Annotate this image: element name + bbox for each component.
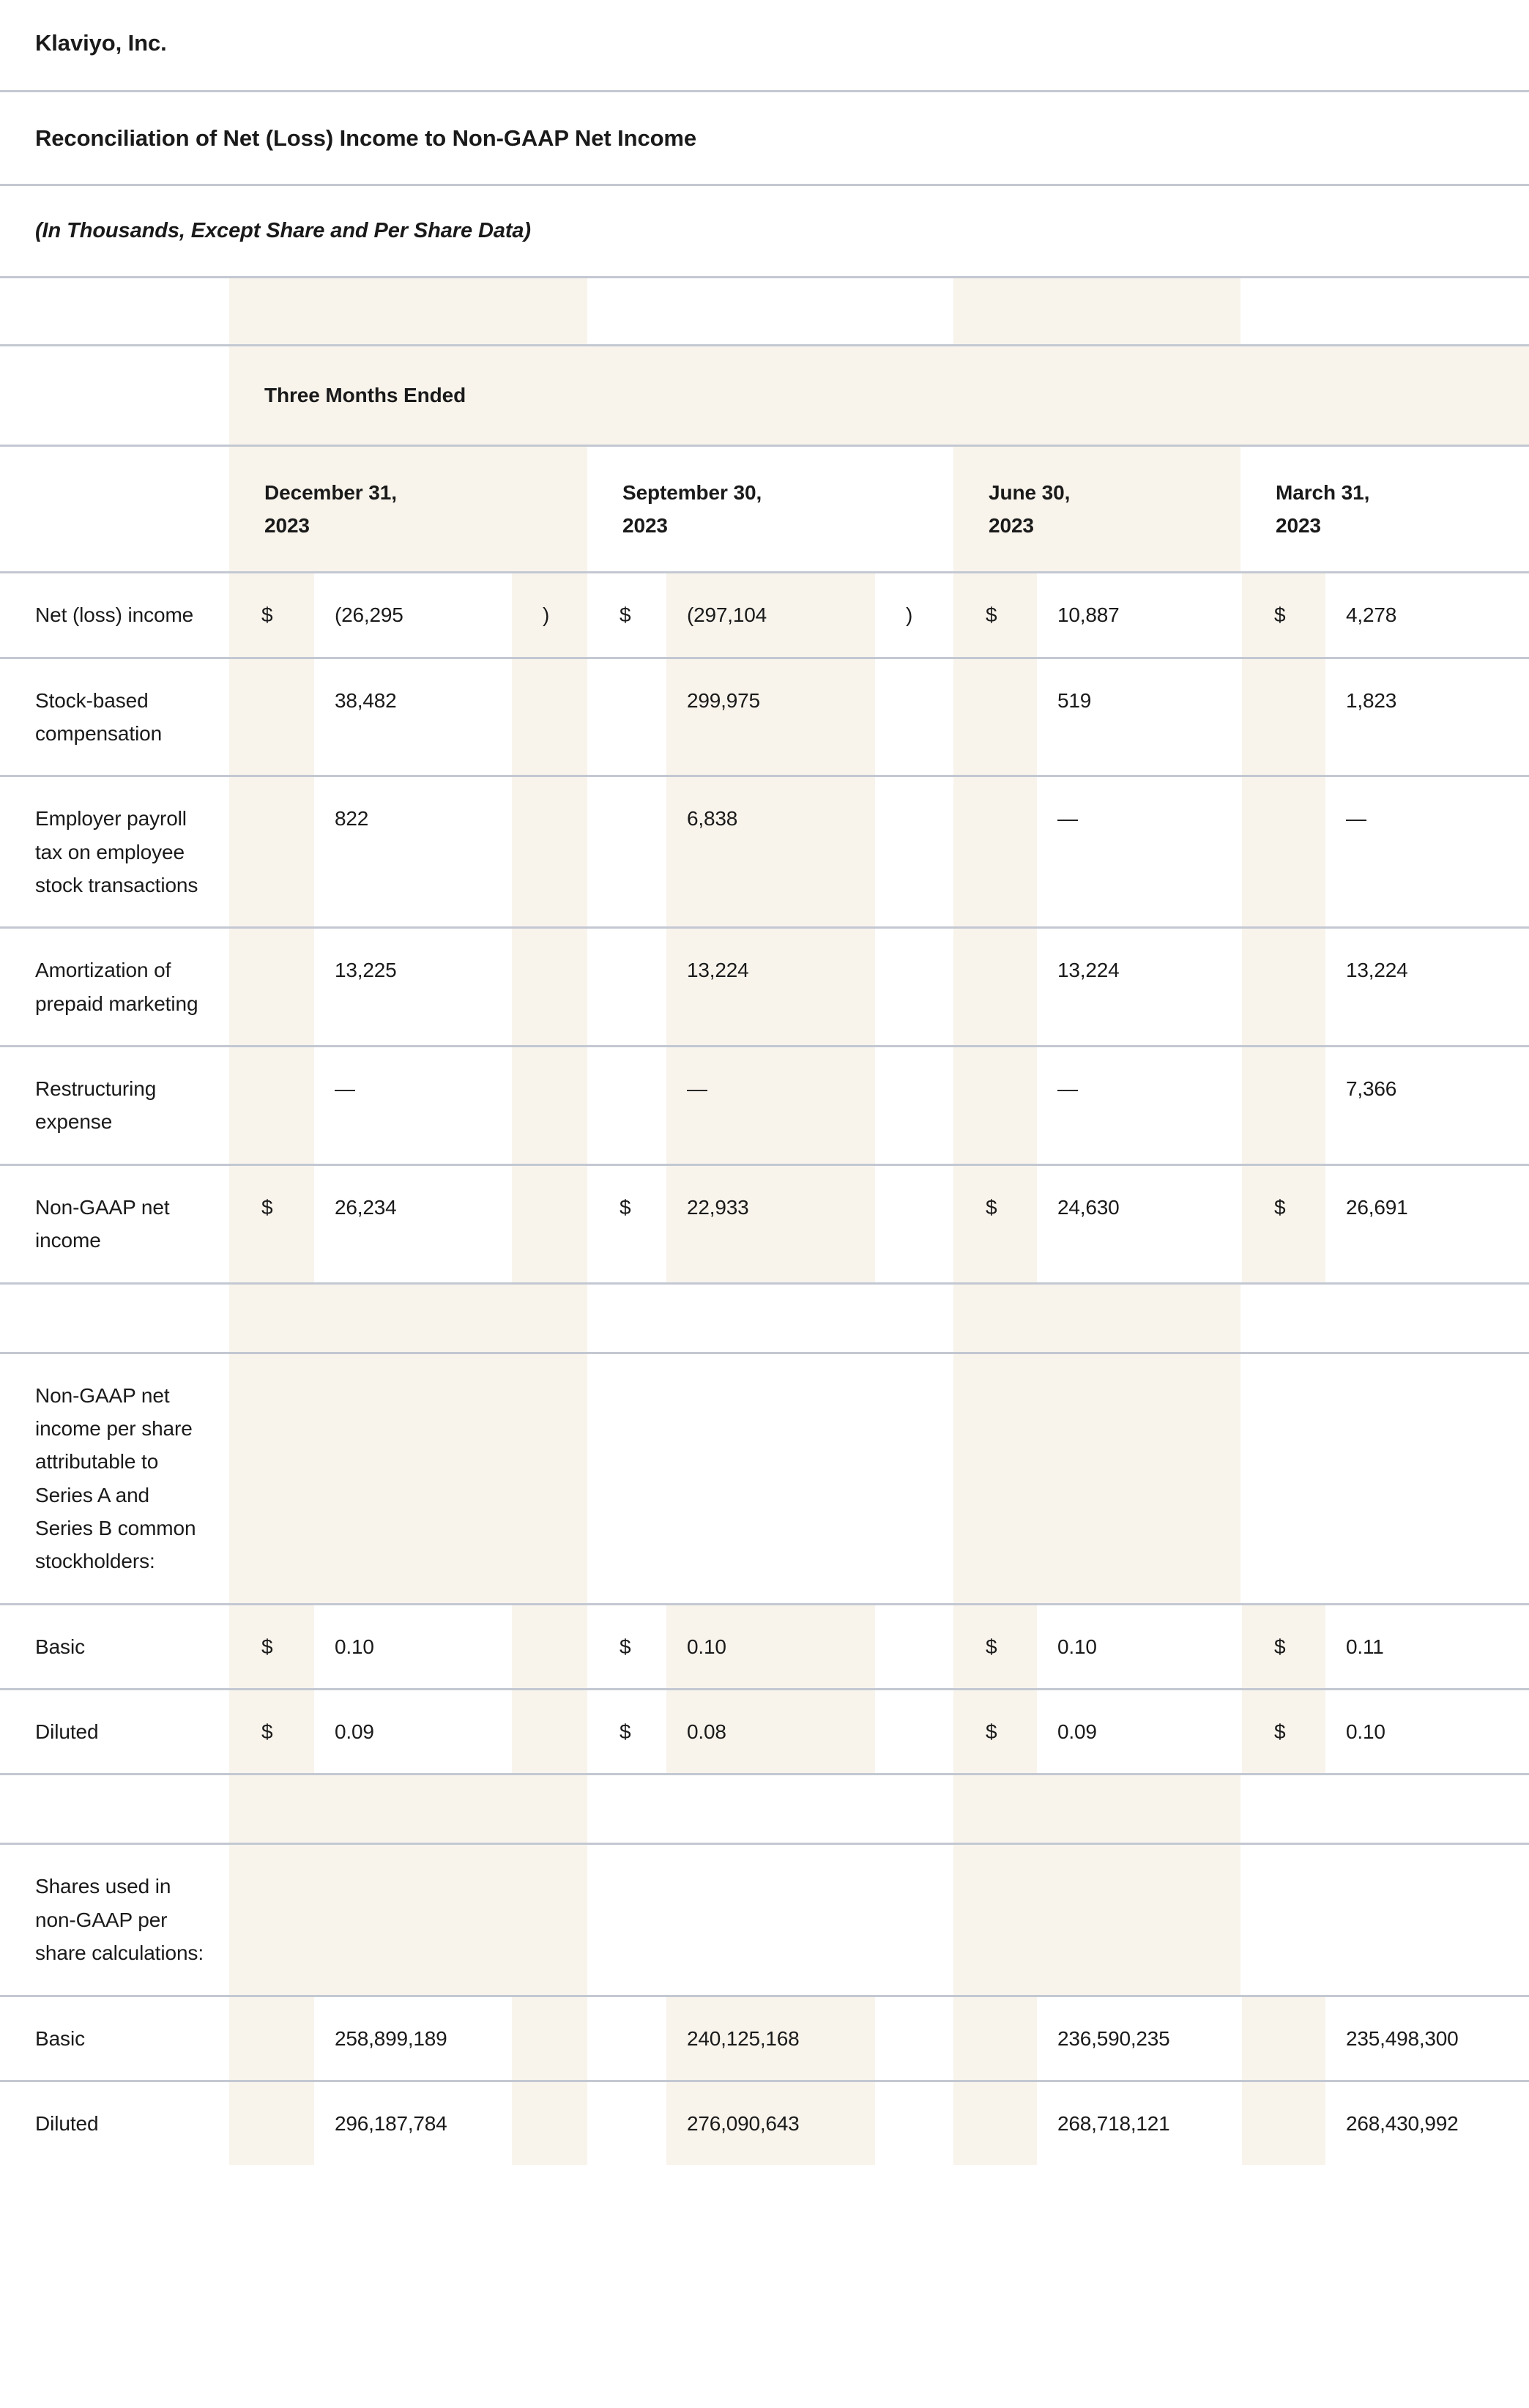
table-row (0, 777, 1529, 929)
currency-symbol: $ (229, 573, 314, 656)
value-q2: 268,718,121 (1037, 2082, 1242, 2165)
column-header-label-spacer (0, 447, 229, 572)
value-q4: 0.10 (314, 1605, 512, 1688)
row-label: Net (loss) income (0, 573, 229, 656)
table-row (0, 1997, 1529, 2082)
currency-symbol (1242, 929, 1325, 1045)
paren-q3 (875, 1166, 953, 1282)
value-q3: — (666, 1047, 875, 1164)
value-q3: (297,104 (666, 573, 875, 656)
currency-symbol (587, 777, 666, 926)
value-q4: 26,234 (314, 1166, 512, 1282)
currency-symbol: $ (229, 1605, 314, 1688)
spacer-cell-q2 (953, 1775, 1240, 1843)
paren-q4 (512, 929, 587, 1045)
company-name: Klaviyo, Inc. (35, 30, 167, 56)
spacer-cell-q1 (1240, 1285, 1529, 1352)
paren-q3 (875, 659, 953, 776)
units-note-row (0, 186, 1529, 278)
row-label: Diluted (0, 2082, 229, 2165)
spacer-cell-q2 (953, 278, 1240, 344)
currency-symbol (953, 659, 1037, 776)
column-header-q4 (229, 447, 587, 572)
value-q2: 13,224 (1037, 929, 1242, 1045)
value-q2: 0.09 (1037, 1690, 1242, 1773)
paren-q4 (512, 777, 587, 926)
section-spacer-row (0, 1775, 1529, 1845)
period-group-header: Three Months Ended (229, 346, 1529, 444)
section-cell-q4 (229, 1354, 587, 1603)
currency-symbol: $ (587, 1166, 666, 1282)
paren-q4 (512, 659, 587, 776)
spacer-cell-q3 (587, 278, 953, 344)
spacer-cell-q4 (229, 1285, 587, 1352)
currency-symbol (1242, 1047, 1325, 1164)
value-q3: 22,933 (666, 1166, 875, 1282)
currency-symbol (229, 1047, 314, 1164)
spacer-cell-q4 (229, 1775, 587, 1843)
currency-symbol: $ (1242, 573, 1325, 656)
currency-symbol (229, 1997, 314, 2080)
column-header-q2 (953, 447, 1240, 572)
table-row (0, 1690, 1529, 1775)
column-header-q3-month: September 30, (622, 480, 762, 504)
column-header-q1-year: 2023 (1276, 513, 1321, 537)
section-cell-q1 (1240, 1354, 1529, 1603)
value-q3: 0.08 (666, 1690, 875, 1773)
value-q4: — (314, 1047, 512, 1164)
row-label: Restructuring expense (0, 1047, 229, 1164)
section-cell-q1 (1240, 1845, 1529, 1994)
currency-symbol (1242, 1997, 1325, 2080)
currency-symbol (1242, 2082, 1325, 2165)
currency-symbol (1242, 777, 1325, 926)
paren-q3 (875, 1047, 953, 1164)
value-q4: 13,225 (314, 929, 512, 1045)
table-row (0, 659, 1529, 778)
section-cell-q2 (953, 1845, 1240, 1994)
spacer-cell-q1 (1240, 1775, 1529, 1843)
currency-symbol: $ (229, 1166, 314, 1282)
currency-symbol: $ (953, 1166, 1037, 1282)
column-header-q1-month: March 31, (1276, 480, 1370, 504)
value-q3: 240,125,168 (666, 1997, 875, 2080)
currency-symbol (587, 1047, 666, 1164)
column-header-q3-year: 2023 (622, 513, 668, 537)
column-header-q4-year: 2023 (264, 513, 310, 537)
value-q3: 299,975 (666, 659, 875, 776)
currency-symbol (953, 1047, 1037, 1164)
spacer-cell-label (0, 278, 229, 344)
value-q1: — (1325, 777, 1529, 926)
value-q1: 0.10 (1325, 1690, 1529, 1773)
spacer-cell-q3 (587, 1285, 953, 1352)
spacer-cell-label (0, 1285, 229, 1352)
row-label: Non-GAAP net income (0, 1166, 229, 1282)
value-q1: 0.11 (1325, 1605, 1529, 1688)
paren-q4: ) (512, 573, 587, 656)
currency-symbol: $ (953, 1690, 1037, 1773)
value-q4: 0.09 (314, 1690, 512, 1773)
value-q1: 1,823 (1325, 659, 1529, 776)
currency-symbol (953, 777, 1037, 926)
currency-symbol: $ (587, 573, 666, 656)
spacer-cell-q2 (953, 1285, 1240, 1352)
currency-symbol: $ (1242, 1166, 1325, 1282)
row-label: Basic (0, 1605, 229, 1688)
per-share-section-header-row (0, 1354, 1529, 1605)
value-q4: (26,295 (314, 573, 512, 656)
currency-symbol (587, 2082, 666, 2165)
paren-q4 (512, 1166, 587, 1282)
currency-symbol (229, 929, 314, 1045)
section-cell-q4 (229, 1845, 587, 1994)
value-q2: 10,887 (1037, 573, 1242, 656)
column-header-q3 (587, 447, 953, 572)
shares-section-header-row (0, 1845, 1529, 1996)
units-note: (In Thousands, Except Share and Per Share Data) (35, 219, 531, 243)
value-q2: 0.10 (1037, 1605, 1242, 1688)
row-label: Basic (0, 1997, 229, 2080)
paren-q4 (512, 1997, 587, 2080)
paren-q3 (875, 2082, 953, 2165)
statement-title: Reconciliation of Net (Loss) Income to Non-GAAP Net Income (35, 125, 697, 152)
value-q4: 822 (314, 777, 512, 926)
period-group-header-row (0, 346, 1529, 446)
currency-symbol (587, 659, 666, 776)
table-row (0, 1605, 1529, 1690)
value-q3: 6,838 (666, 777, 875, 926)
company-name-row (0, 0, 1529, 92)
value-q1: 268,430,992 (1325, 2082, 1529, 2165)
column-header-q2-year: 2023 (989, 513, 1034, 537)
header-spacer-row (0, 278, 1529, 346)
section-label: Non-GAAP net income per share attributable to Series A and Series B common stockholders: (0, 1354, 229, 1603)
value-q2: — (1037, 1047, 1242, 1164)
value-q3: 0.10 (666, 1605, 875, 1688)
paren-q4 (512, 2082, 587, 2165)
currency-symbol: $ (953, 1605, 1037, 1688)
row-label: Diluted (0, 1690, 229, 1773)
table-row (0, 1047, 1529, 1166)
paren-q3: ) (875, 573, 953, 656)
section-cell-q3 (587, 1845, 953, 1994)
table-row (0, 929, 1529, 1047)
section-spacer-row (0, 1285, 1529, 1354)
value-q2: 519 (1037, 659, 1242, 776)
currency-symbol (229, 659, 314, 776)
value-q2: 236,590,235 (1037, 1997, 1242, 2080)
spacer-cell-q4 (229, 278, 587, 344)
section-label: Shares used in non-GAAP per share calculations: (0, 1845, 229, 1994)
value-q2: — (1037, 777, 1242, 926)
spacer-cell-label (0, 1775, 229, 1843)
currency-symbol (953, 1997, 1037, 2080)
paren-q3 (875, 777, 953, 926)
currency-symbol (587, 929, 666, 1045)
currency-symbol: $ (229, 1690, 314, 1773)
value-q1: 235,498,300 (1325, 1997, 1529, 2080)
row-label: Stock-based compensation (0, 659, 229, 776)
column-headers-row (0, 447, 1529, 574)
value-q1: 4,278 (1325, 573, 1529, 656)
currency-symbol: $ (953, 573, 1037, 656)
paren-q3 (875, 1605, 953, 1688)
value-q1: 7,366 (1325, 1047, 1529, 1164)
paren-q3 (875, 1997, 953, 2080)
paren-q4 (512, 1605, 587, 1688)
paren-q3 (875, 929, 953, 1045)
section-cell-q3 (587, 1354, 953, 1603)
column-header-q1 (1240, 447, 1529, 572)
statement-title-row (0, 92, 1529, 186)
column-header-q4-month: December 31, (264, 480, 397, 504)
currency-symbol: $ (1242, 1690, 1325, 1773)
value-q4: 38,482 (314, 659, 512, 776)
value-q4: 296,187,784 (314, 2082, 512, 2165)
currency-symbol (1242, 659, 1325, 776)
spacer-cell-q3 (587, 1775, 953, 1843)
table-row (0, 573, 1529, 658)
currency-symbol (953, 2082, 1037, 2165)
group-header-label-spacer (0, 346, 229, 444)
value-q1: 26,691 (1325, 1166, 1529, 1282)
paren-q4 (512, 1690, 587, 1773)
currency-symbol (229, 2082, 314, 2165)
paren-q3 (875, 1690, 953, 1773)
table-row (0, 2082, 1529, 2165)
currency-symbol (953, 929, 1037, 1045)
table-row (0, 1166, 1529, 1285)
currency-symbol (229, 777, 314, 926)
currency-symbol: $ (1242, 1605, 1325, 1688)
column-header-q2-month: June 30, (989, 480, 1071, 504)
value-q1: 13,224 (1325, 929, 1529, 1045)
currency-symbol: $ (587, 1605, 666, 1688)
value-q4: 258,899,189 (314, 1997, 512, 2080)
row-label: Amortization of prepaid marketing (0, 929, 229, 1045)
value-q3: 276,090,643 (666, 2082, 875, 2165)
value-q2: 24,630 (1037, 1166, 1242, 1282)
currency-symbol: $ (587, 1690, 666, 1773)
paren-q4 (512, 1047, 587, 1164)
row-label: Employer payroll tax on employee stock transactions (0, 777, 229, 926)
currency-symbol (587, 1997, 666, 2080)
section-cell-q2 (953, 1354, 1240, 1603)
value-q3: 13,224 (666, 929, 875, 1045)
spacer-cell-q1 (1240, 278, 1529, 344)
